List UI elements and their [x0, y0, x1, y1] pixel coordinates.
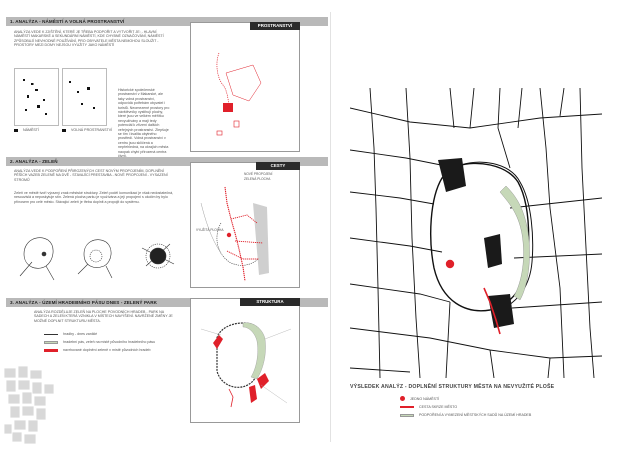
- legend-label: VOLNÁ PROSTRANSTVÍ: [71, 128, 113, 132]
- section1-body: Historické společenské prostranství v Makarské, ale taky volná prostranství, odpovídá potřebám obyvatel i turistů. Neomezené prostory pro návštěvníky vystihují plochy, které jsou ve velkém měřítku nevyužívány a mají tedy potenciál k zřízení dalších veřejných prostranství. Zlepšuje se tím i kvalita obytného prostředí. Volná prostranství v centru jsou sklíčená a nepřehledná, na okrajích města naopak chybí přirozená centra: [118, 88, 170, 154]
- vertical-divider: [330, 12, 331, 442]
- legend-dot-icon: [400, 396, 405, 401]
- legend-label: hradební pás, zeleň na místě původního hradebního pásu: [63, 340, 156, 344]
- section2-body: Zeleň ve městě tvoří výrazný znak městské struktury. Zeleň podél komunikací je však nedostatečná, nesouvislá a neposkytuje stín. Zelená plocha parku je využívána a její propojení s okolím by bylo přínosem pro celé město. Stávající zeleň je třeba doplnit a propojit do systému.: [14, 191, 174, 204]
- main-legend-item-1: [400, 396, 439, 401]
- section1-tag: PROSTRANSTVÍ: [250, 22, 300, 30]
- section1-header: 1. ANALÝZA - NÁMĚSTÍ A VOLNÁ PROSTRANSTVÍ: [6, 17, 328, 26]
- legend-label: CESTA SKRZE MĚSTO: [419, 405, 458, 409]
- main-map-caption: VÝSLEDEK ANALÝZ - DOPLNĚNÍ STRUKTURY MĚSTA NA NEVYUŽITÉ PLOŠE: [350, 384, 555, 390]
- section2-label-1: NOVÉ PROPOJENÍ: [244, 172, 273, 176]
- main-legend-item-2: [400, 405, 457, 409]
- legend-green-icon: [400, 414, 414, 417]
- legend-label: NÁMĚSTÍ: [23, 128, 39, 132]
- section1-legend-item-1: [14, 128, 39, 132]
- section2-label-3: VYUŽITÁ PLOCHA: [196, 228, 224, 232]
- section1-intro: ANALÝZA VEDE K ZJIŠTĚNÍ, KTERÉ JE TŘEBA PODPOŘIT A VYTVOŘIT JE: - HLAVNÍ NÁMĚSTÍ MAKARSKÉ A SEKUNDÁRNÍ NÁMĚSTÍ, KDE CHYBNÉ OZNAČOVÁNÍ, NÁMĚSTÍ ZPŮSOBUJÍ NEVHODNÉ POUŽÍVÁNÍ, PRO OBYVATELE MĚSTA NEMOHOU SLOUŽIT - PROSTORY MEZI DOMY NEJSOU VYUŽITY JAKO NÁMĚSTÍ: [14, 30, 164, 48]
- section2-header: 2. ANALÝZA - ZELEŇ: [6, 157, 328, 166]
- section1-legend-item-2: [62, 128, 112, 132]
- section3-header: 3. ANALÝZA - ÚZEMÍ HRADEBNÍHO PÁSU DNES - ZELENÝ PARK: [6, 298, 328, 307]
- section2-diagrams: [14, 226, 184, 286]
- section3-blocks-thumbnail: [0, 362, 62, 453]
- legend-label: navrhované doplnění zeleně v místě původních hradeb: [63, 348, 151, 352]
- legend-label: hradby - dnes zaniklé: [63, 332, 98, 336]
- section1-map-open-spaces: [62, 68, 107, 126]
- legend-square-icon: [14, 129, 18, 132]
- section2-tag: CESTY: [256, 162, 300, 170]
- legend-green-icon: [44, 341, 58, 344]
- section3-tag: STRUKTURA: [240, 298, 300, 306]
- section1-panel: [190, 22, 300, 152]
- section3-intro: ANALÝZA ROZDĚLUJE ZELEŇ NA PLOCHE POVODNÍCH HRADEB - PARK NA SADECH A ZELEŇ KTERÁ VZNIKLA V MÍSTECH NAVÝŠENÍ. NAVRŽENÉ ZMĚNY JE MOŽNÉ DOPLNIT STRUKTURU MĚSTA.: [34, 310, 173, 323]
- section3-legend-item-2: [44, 340, 155, 344]
- section3-legend-item-1: [44, 332, 97, 336]
- legend-label: PODPOŘENÍ A VYMEZENÍ MĚSTSKÝCH SADŮ NA ÚZEMÍ HRADEB: [419, 413, 532, 417]
- legend-line-icon: [400, 406, 414, 407]
- main-legend-item-3: [400, 413, 531, 417]
- section1-map-squares: [14, 68, 59, 126]
- section2-label-2: ZELENÁ PLOCHA: [244, 177, 271, 181]
- legend-label: JEDNO NÁMĚSTÍ: [410, 396, 440, 401]
- legend-line-icon: [44, 334, 58, 335]
- legend-red-icon: [44, 349, 58, 352]
- section2-intro: ANALÝZA VEDE K PODPOŘENÍ PŘIROZENÝCH CEST NOVÝM PROPOJENÍM, DOPLNĚNÍ PĚŠÍCH VAZEB ZELENĚ NA DVĚ - STAVAJÍCÍ PRESTAVBA - NOVÉ PROPOJENÍ - VYSAZENÍ STROMŮ: [14, 169, 168, 182]
- section3-legend-item-3: [44, 348, 151, 352]
- main-map: [350, 88, 602, 378]
- section3-panel: [190, 298, 300, 423]
- legend-square-icon: [62, 129, 66, 132]
